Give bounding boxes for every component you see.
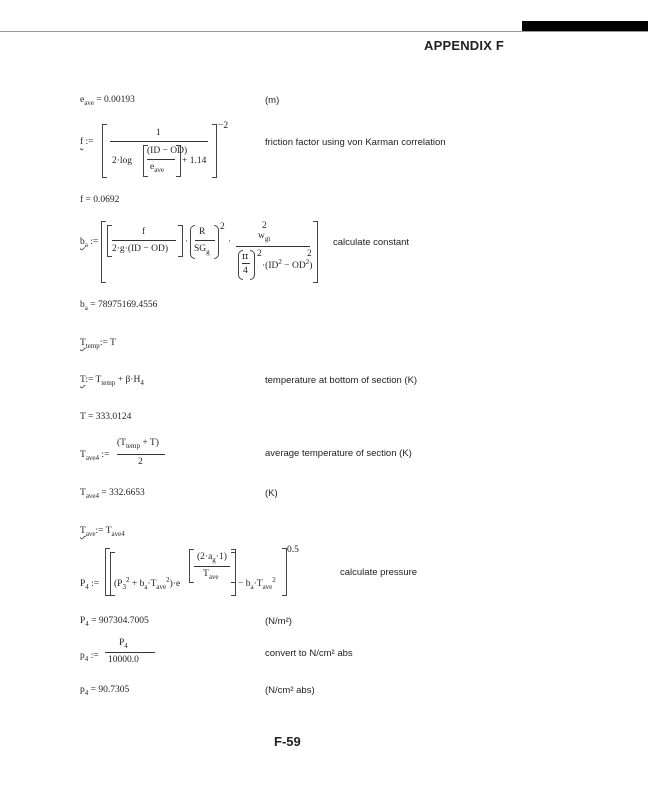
eq-ba-frac3-bar (236, 246, 310, 247)
eq-p4-convert-lhs: $p_4$ := (80, 651, 99, 663)
eq-f-inner-den: $e_{ave}$ (150, 162, 164, 174)
eq-ttemp-assign: $T_{temp}:= T$ (80, 338, 116, 350)
eq-e-ave-comment: (m) (265, 95, 280, 106)
eq-f-exponent: −2 (218, 121, 229, 131)
eq-f-2log: 2·log (112, 156, 133, 166)
eq-ba-paren-right (214, 225, 219, 259)
eq-ba-frac1-bracket-right (178, 225, 183, 257)
eq-ba-pi-bar (242, 263, 250, 264)
eq-tave4-result-comment: (K) (265, 488, 278, 499)
eq-p4-convert-den: 10000.0 (108, 655, 139, 665)
eq-ba-id-od-sq: 2 (307, 249, 312, 259)
header-rule (0, 31, 648, 32)
eq-f-inner-bar (147, 159, 175, 160)
eq-t-result: T = 333.0124 (80, 412, 132, 422)
eq-p4-convert-result: $p_4 = 90.7305$ (80, 685, 130, 697)
eq-ba-pi-paren-right (250, 250, 255, 280)
eq-ba-dot2: · (228, 237, 232, 247)
eq-ba-R: R (199, 227, 206, 237)
eq-f-bracket-right (212, 124, 217, 178)
eq-f-bracket-left (102, 124, 107, 178)
eq-p4-exp-num: $(2\cdot a_g\cdot 1)$ (197, 552, 227, 564)
eq-f-inner-num: (ID − OD) (147, 146, 188, 156)
eq-p4-convert-bar (105, 652, 155, 653)
page-number: F-59 (274, 734, 301, 749)
eq-ba-lhs: $b_a$ := (80, 237, 99, 249)
eq-f-lhs: f := (80, 137, 94, 147)
eq-f-result: f = 0.0692 (80, 195, 120, 205)
eq-ba-dot: · (185, 237, 189, 247)
eq-f-numerator: 1 (156, 128, 161, 138)
eq-f-fraction-bar (110, 141, 208, 142)
eq-ba-frac1-bar (112, 240, 176, 241)
eq-p4-result-comment: (N/m²) (265, 616, 292, 627)
eq-tave-assign: $T_{ave}:= T_{ave4}$ (80, 526, 125, 538)
eq-tave4-comment: average temperature of section (K) (265, 448, 412, 459)
eq-p4-convert-comment: convert to N/cm² abs (265, 648, 353, 659)
eq-e-ave: $e_{ave} = 0.00193$ (80, 95, 135, 107)
eq-p4-half: 0.5 (287, 545, 299, 555)
eq-p4-minus-term: − $b_a\cdot T_{ave}^2$ (238, 576, 276, 592)
header-black-bar (522, 21, 648, 31)
eq-ba-frac1-den: 2·g·(ID − OD) (112, 244, 169, 254)
eq-ba-pi-sq: 2 (257, 249, 262, 259)
eq-ba-w-sup: 2 (262, 221, 267, 231)
eq-p4-exp-den: $T_{ave}$ (203, 569, 219, 581)
eq-p4-convert-num: $P_4$ (119, 638, 128, 650)
eq-p4-inner-term: $(P_3^2 + b_a\cdot T_{ave}^2)\cdot e$ (114, 576, 181, 592)
eq-p4-exp-bracket-right (231, 549, 236, 583)
eq-ba-SG: $SG_g$ (194, 244, 210, 256)
eq-ba-comment: calculate constant (333, 237, 410, 248)
eq-tave4-lhs: $T_{ave4}$ := (80, 450, 110, 462)
eq-p4-result: $P_4 = 907304.7005$ (80, 616, 149, 628)
eq-ba-four: 4 (243, 266, 248, 276)
eq-ba-f: f (142, 227, 146, 237)
eq-ba-bracket-right (313, 221, 318, 283)
eq-ba-w: $w_{gt}$ (258, 231, 271, 243)
eq-tave4-den: 2 (138, 457, 143, 467)
eq-ba-id-od: $\cdot(ID^2 - OD^2)$ (262, 258, 313, 272)
eq-t-assign: T:= $T_{temp} + \beta\cdot H_4$ (80, 375, 144, 387)
eq-p4-lhs: $P_4$ := (80, 579, 100, 591)
eq-t-comment: temperature at bottom of section (K) (265, 375, 418, 386)
eq-tave4-result: $T_{ave4} = 332.6653$ (80, 488, 145, 500)
eq-ba-bracket-left (101, 221, 106, 283)
eq-f-plus: + 1.14 (182, 156, 207, 166)
eq-ba-frac2-bar (195, 240, 215, 241)
eq-p4-convert-result-comment: (N/cm² abs) (265, 685, 315, 696)
eq-tave4-bar (117, 454, 165, 455)
eq-p4-comment: calculate pressure (340, 567, 418, 578)
eq-ba-result: $b_a = 78975169.4556$ (80, 300, 158, 312)
eq-p4-exp-bar (194, 566, 230, 567)
eq-tave4-num: $(T_{temp} + T)$ (117, 438, 159, 450)
appendix-title: APPENDIX F (424, 38, 505, 53)
eq-f-comment: friction factor using von Karman correlation (265, 137, 446, 148)
eq-ba-sq: 2 (220, 222, 225, 232)
eq-ba-pi: π (242, 251, 249, 262)
